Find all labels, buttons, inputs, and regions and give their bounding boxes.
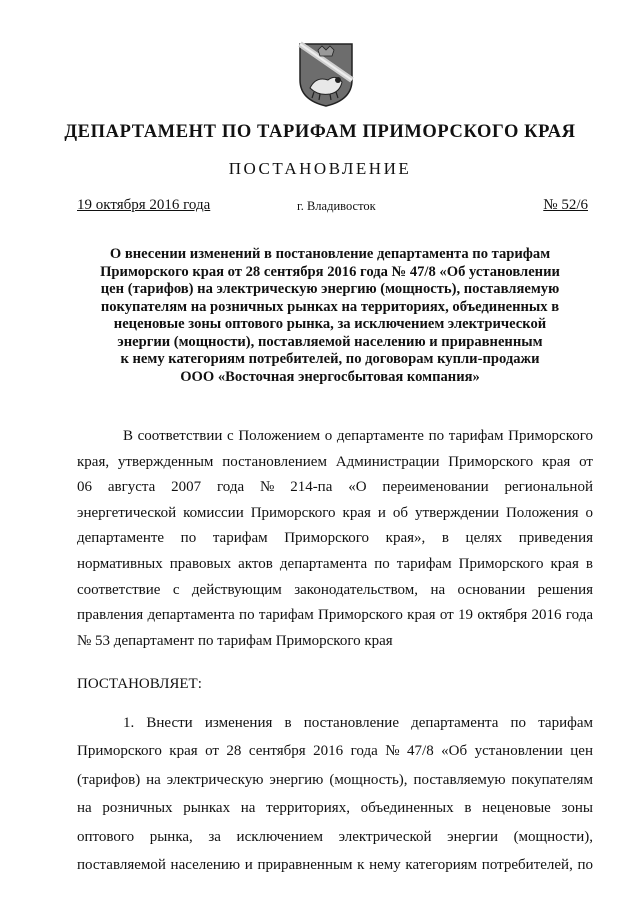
item-1-paragraph bbox=[77, 709, 593, 879]
paragraph-line: поставляемой населению и приравненным к нему категориям потребителей, по bbox=[77, 856, 593, 873]
document-title bbox=[80, 246, 580, 386]
paragraph-line: энергетической комиссии Приморского края и об утверждении Положения о bbox=[77, 504, 593, 521]
paragraph-line: № 53 департамент по тарифам Приморского края bbox=[77, 632, 393, 649]
paragraph-line: нормативных правовых актов департамента по тарифам Приморского края в bbox=[77, 555, 593, 572]
paragraph-line: на розничных рынках на территориях, объединенных в неценовые зоны bbox=[77, 800, 593, 817]
paragraph-line: департаменте по тарифам Приморского края», в целях приведения bbox=[77, 530, 593, 547]
title-line: О внесении изменений в постановление департамента по тарифам bbox=[109, 246, 551, 262]
title-line: покупателям на розничных рынках на территориях, объединенных в bbox=[100, 298, 560, 315]
title-line: ООО «Восточная энергосбытовая компания» bbox=[180, 368, 480, 385]
title-line: неценовые зоны оптового рынка, за исключением электрической bbox=[113, 316, 547, 332]
department-name: ДЕПАРТАМЕНТ ПО ТАРИФАМ ПРИМОРСКОГО КРАЯ bbox=[64, 122, 576, 142]
paragraph-line: края, утвержденным постановлением Администрации Приморского края от bbox=[77, 453, 593, 470]
primorsky-coat-of-arms-icon bbox=[296, 40, 356, 108]
document-type: ПОСТАНОВЛЕНИЕ bbox=[228, 159, 412, 178]
paragraph-line: Приморского края от 28 сентября 2016 года № 47/8 «Об установлении цен bbox=[77, 743, 593, 760]
document-city: г. Владивосток bbox=[297, 199, 376, 213]
title-line: энергии (мощности), поставляемой населению и приравненным bbox=[117, 333, 543, 350]
title-line: Приморского края от 28 сентября 2016 года № 47/8 «Об установлении bbox=[100, 263, 560, 280]
paragraph-line: правления департамента по тарифам Приморского края от 19 октября 2016 года bbox=[77, 607, 593, 624]
title-line: цен (тарифов) на электрическую энергию (мощность), поставляемую bbox=[100, 281, 560, 297]
paragraph-line: 06 августа 2007 года № 214-па «О переименовании региональной bbox=[77, 479, 593, 496]
document-number: № 52/6 bbox=[543, 197, 588, 213]
title-line: к нему категориям потребителей, по договорам купли-продажи bbox=[120, 351, 540, 367]
resolve-heading: ПОСТАНОВЛЯЕТ: bbox=[77, 676, 202, 692]
paragraph-line: В соответствии с Положением о департаменте по тарифам Приморского bbox=[123, 428, 593, 444]
paragraph-line: оптового рынка, за исключением электрической энергии (мощности), bbox=[77, 828, 593, 845]
paragraph-line: 1. Внести изменения в постановление департамента по тарифам bbox=[123, 715, 593, 731]
preamble-paragraph bbox=[77, 424, 593, 654]
paragraph-line: соответствие с действующим законодательством, на основании решения bbox=[77, 581, 593, 598]
paragraph-line: (тарифов) на электрическую энергию (мощность), поставляемую покупателям bbox=[77, 771, 593, 788]
document-date: 19 октября 2016 года bbox=[77, 197, 211, 213]
